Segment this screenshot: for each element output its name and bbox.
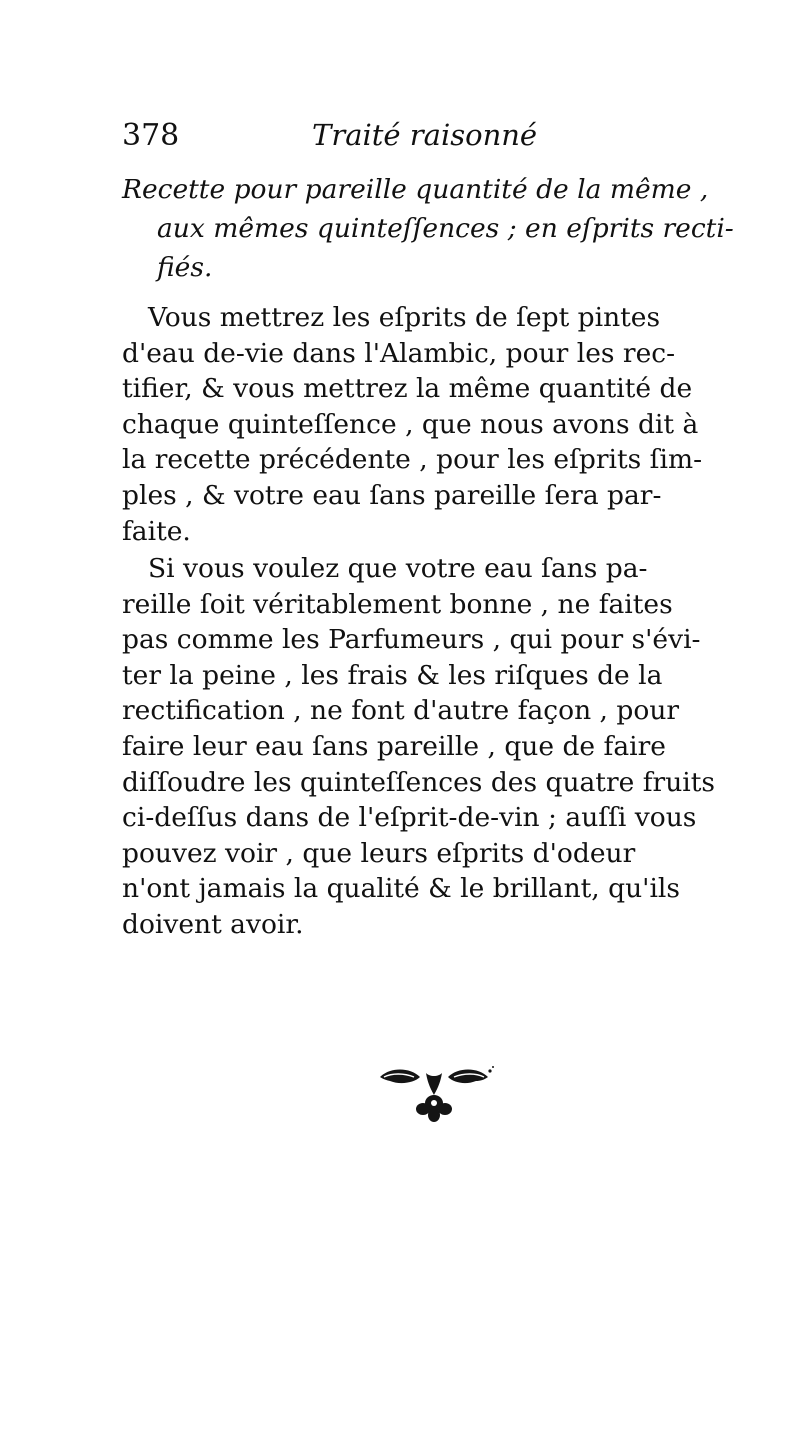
text-line: chaque quinteſſence , que nous avons dit à — [122, 408, 699, 440]
text-line: faire leur eau ſans pareille , que de faire — [122, 730, 666, 762]
text-line: pouvez voir , que leurs eſprits d'odeur — [122, 837, 636, 869]
paragraph-2 — [122, 551, 716, 943]
text-line: la recette précédente , pour les eſprits ſim- — [122, 444, 703, 476]
text-line: pas comme les Parfumeurs , qui pour s'évi- — [122, 624, 701, 656]
fleuron-ornament-icon — [376, 1063, 494, 1125]
recipe-heading — [122, 170, 734, 287]
running-title: Traité raisonné — [312, 118, 538, 152]
text-line: reille ſoit véritablement bonne , ne faites — [122, 588, 673, 620]
page-number: 378 — [122, 118, 180, 153]
text-line: faite. — [122, 515, 191, 547]
paragraph-1 — [122, 300, 703, 549]
text-line: tifier, & vous mettrez la même quantité de — [122, 373, 693, 405]
text-line: d'eau de-vie dans l'Alambic, pour les rec- — [122, 337, 676, 369]
text-line: doivent avoir. — [122, 908, 304, 940]
heading-line: Recette pour pareille quantité de la même , — [122, 174, 709, 205]
text-line: rectification , ne font d'autre façon , pour — [122, 695, 680, 727]
heading-line: aux mêmes quinteſſences ; en eſprits recti- — [157, 213, 734, 244]
text-line: Vous mettrez les eſprits de ſept pintes — [148, 302, 661, 333]
text-line: diſſoudre les quinteſſences des quatre fruits — [122, 766, 716, 798]
heading-line: fiés. — [157, 252, 213, 283]
text-line: n'ont jamais la qualité & le brillant, qu'ils — [122, 873, 681, 905]
text-line: ples , & votre eau ſans pareille ſera par- — [122, 479, 662, 511]
text-line: ter la peine , les frais & les riſques de la — [122, 659, 663, 691]
text-line: ci-deſſus dans de l'eſprit-de-vin ; auſſi vous — [122, 802, 697, 834]
running-head — [122, 118, 682, 164]
text-line: Si vous voulez que votre eau ſans pa- — [148, 553, 648, 584]
